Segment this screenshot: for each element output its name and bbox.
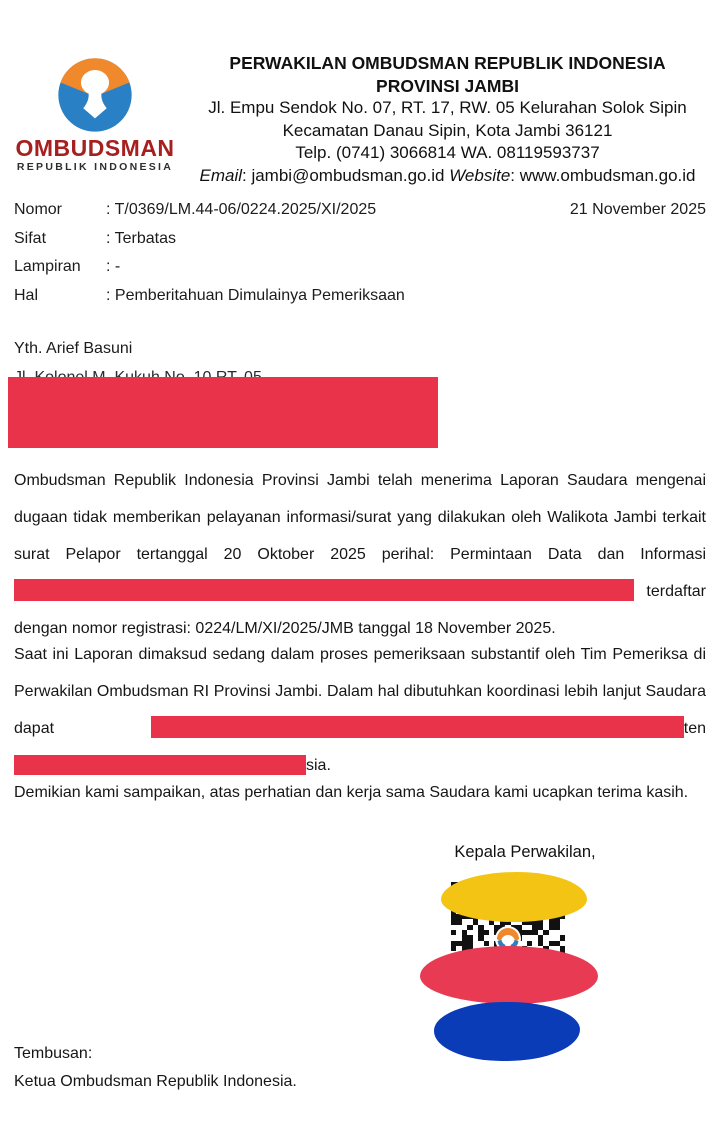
meta-label: Nomor: [14, 201, 63, 218]
paragraph-3: Demikian kami sampaikan, atas perhatian dan kerja sama Saudara kami ucapkan terima kasih.: [14, 784, 689, 801]
meta-value: : Pemberitahuan Dimulainya Pemeriksaan: [106, 286, 405, 304]
letter-meta: [14, 196, 706, 310]
recipient-block: [14, 338, 706, 360]
org-address-line1: Jl. Empu Sendok No. 07, RT. 17, RW. 05 Kelurahan Solok Sipin: [208, 98, 687, 117]
signatory-title: Kepala Perwakilan,: [454, 843, 596, 861]
org-phone: Telp. (0741) 3066814 WA. 08119593737: [295, 143, 600, 162]
paragraph-1: [14, 462, 706, 647]
email-label: Email: [199, 165, 242, 185]
meta-row-hal: [14, 282, 706, 311]
redaction-block-inline: [14, 579, 634, 601]
redaction-blob-yellow: [441, 872, 587, 922]
paragraph-1-tail: terdaftar dengan nomor registrasi: 0224/LM/XI/2025/JMB tanggal 18 November 2025.: [14, 583, 706, 637]
redaction-block-inline: [151, 716, 684, 738]
email-value: : jambi@ombudsman.go.id: [242, 165, 450, 185]
redaction-blob-red: [420, 946, 598, 1004]
org-name-line2: PROVINSI JAMBI: [376, 75, 519, 96]
redaction-block-inline: [14, 755, 306, 775]
redaction-block-address: [8, 377, 438, 448]
paragraph-2: [14, 636, 706, 784]
paragraph-2-text: Saat ini Laporan dimaksud sedang dalam proses pemeriksaan substantif oleh Tim Pemeriksa di Perwakilan Ombudsman RI Provinsi Jambi. Dalam hal dibutuhkan koordinasi lebih lanjut Saudara dapat: [14, 646, 706, 737]
paragraph-1-text: Ombudsman Republik Indonesia Provinsi Jambi telah menerima Laporan Saudara mengenai dugaan tidak memberikan pelayanan informasi/surat yang dilakukan oleh Walikota Jambi terkait surat Pelapor tertanggal 20 Oktober 2025 perihal: Permintaan Data dan Informasi: [14, 472, 706, 563]
cc-block: [14, 1040, 297, 1096]
logo-subtext: REPUBLIK INDONESIA: [16, 161, 174, 173]
letterhead: [180, 52, 715, 187]
redaction-blob-blue: [434, 1002, 580, 1061]
org-name-line1: PERWAKILAN OMBUDSMAN REPUBLIK INDONESIA: [229, 53, 666, 73]
meta-row-sifat: [14, 225, 706, 254]
org-address-line2: Kecamatan Danau Sipin, Kota Jambi 36121: [282, 120, 613, 140]
meta-value: : Terbatas: [106, 229, 176, 247]
meta-row-lampiran: [14, 253, 706, 282]
website-value: : www.ombudsman.go.id: [510, 165, 696, 185]
ombudsman-logo-icon: [56, 56, 134, 134]
cc-value: Ketua Ombudsman Republik Indonesia.: [14, 1073, 297, 1090]
recipient-name: Yth. Arief Basuni: [14, 340, 133, 357]
meta-value: : T/0369/LM.44-06/0224.2025/XI/2025: [106, 201, 377, 218]
logo-wordmark: OMBUDSMAN: [15, 135, 175, 161]
paragraph-2-fragment1: ten: [683, 720, 706, 737]
org-contact-line: [180, 165, 715, 188]
meta-label: Lampiran: [14, 258, 81, 275]
ombudsman-logo: [14, 56, 176, 174]
meta-value: : -: [106, 258, 121, 275]
letter-date: 21 November 2025: [569, 201, 706, 218]
meta-label: Hal: [14, 286, 39, 304]
website-label: Website: [449, 165, 511, 185]
meta-label: Sifat: [14, 229, 47, 247]
cc-label: Tembusan:: [14, 1045, 93, 1062]
paragraph-2-fragment2: sia.: [306, 757, 331, 774]
